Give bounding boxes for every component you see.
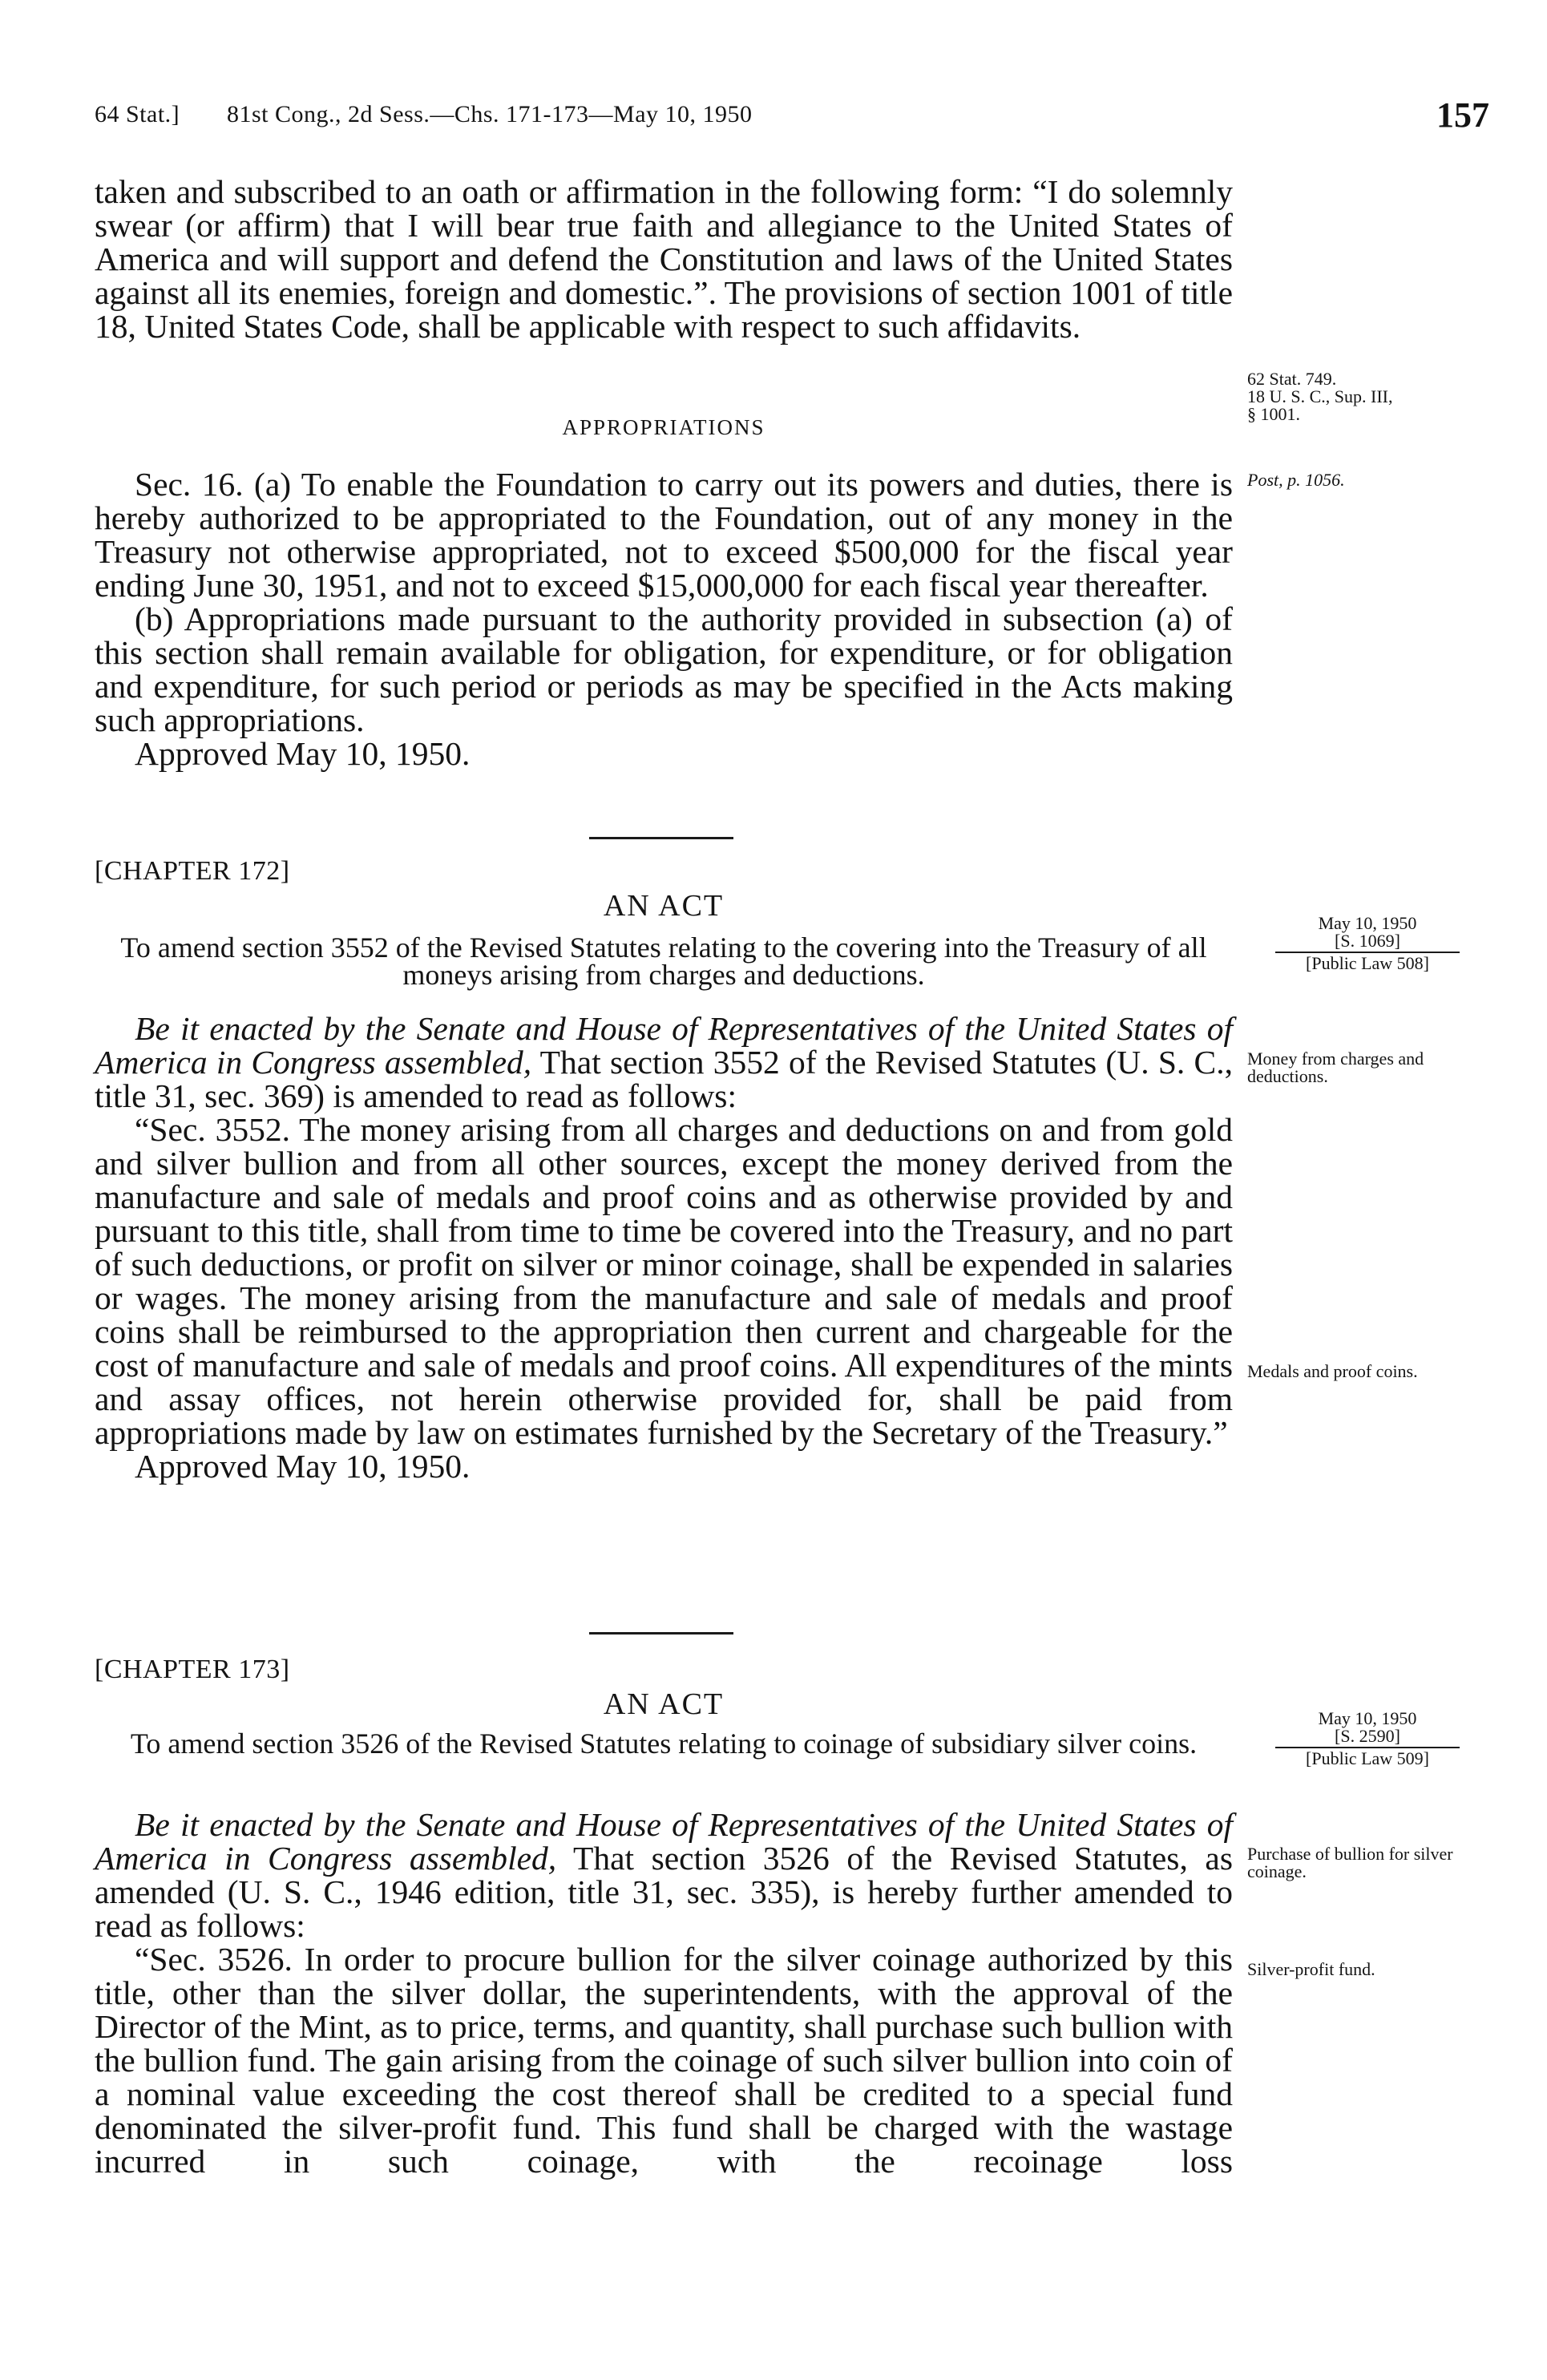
chapter-173-act-block <box>95 1687 1233 1722</box>
chapter-173-enacting-rest: That section 3526 of the Revised Statutes, as amended (U. S. C., 1946 edition, title 31, sec. 335), is hereby further amended to read as follows: <box>95 1840 1233 1944</box>
margin-note-stat-reference <box>1247 370 1488 423</box>
chapter-172-body <box>95 1012 1233 1483</box>
sec16-subsection-b: (b) Appropriations made pursuant to the authority provided in subsection (a) of this section shall remain available for obligation, for expenditure, or for obligation and expenditure, for such period or periods as may be specified in the Acts making such appropriations. <box>95 600 1233 738</box>
margin-note-purchase-bullion: Purchase of bullion for silver coinage. <box>1247 1844 1453 1881</box>
approved-line-2: Approved May 10, 1950. <box>135 1448 471 1485</box>
chapter-172-enacting-clause: Be it enacted by the Senate and House of Representatives of the United States of America in Congress assembled, <box>95 1010 1233 1081</box>
chapter-172-act-block <box>95 888 1233 923</box>
ch172-date: May 10, 1950 <box>1318 913 1417 933</box>
chapter-173-act-title: AN ACT <box>603 1687 725 1721</box>
chapter-172-enacting-paragraph <box>95 1012 1233 1113</box>
chapter-172-section-3552: “Sec. 3552. The money arising from all charges and deductions on and from gold and silver bullion and from all other sources, except the money derived from the manufacture and sale of medals and proof coins and as otherwise provided by and pursuant to this title, shall from time to time be covered into the Treasury, and no part of such deductions, or profit on silver or minor coinage, shall be expended in salaries or wages. The money arising from the manufacture and sale of medals and proof coins shall be reimbursed to the appropriation then current and chargeable for the cost of manufacture and sale of medals and proof coins. All expenditures of the mints and assay offices, not herein otherwise provided for, shall be paid from appropriations made by law on estimates furnished by the Secretary of the Treasury.” <box>95 1111 1233 1451</box>
chapter-173-enacting-paragraph <box>95 1808 1233 1942</box>
chapter-172-label: [CHAPTER 172] <box>95 856 290 886</box>
running-header <box>95 95 1489 143</box>
ch173-bill: [S. 2590] <box>1335 1726 1400 1746</box>
margin-note-money-charges: Money from charges and deductions. <box>1247 1049 1424 1086</box>
chapter-173-section-3526: “Sec. 3526. In order to procure bullion for the silver coinage authorized by this title, other than the silver dollar, the superintendents, with the approval of the Director of the Mint, as to price, terms, and quantity, shall purchase such bullion with the bullion fund. The gain arising from the coinage of such silver bullion into coin of a nominal value exceeding the cost thereof shall be credited to a special fund denominated the silver-profit fund. This fund shall be charged with the wastage incurred in such coinage, with the recoinage loss <box>95 1941 1233 2180</box>
margin-note-silver-profit-fund: Silver-profit fund. <box>1247 1959 1375 1979</box>
oath-section <box>95 175 1233 343</box>
sec16-block <box>95 467 1233 770</box>
ch173-date: May 10, 1950 <box>1318 1708 1417 1728</box>
stat-ref-line-3: § 1001. <box>1247 404 1300 424</box>
page-number: 157 <box>1436 95 1489 135</box>
sec16-subsection-a: Sec. 16. (a) To enable the Foundation to carry out its powers and duties, there is hereby authorized to be appropriated to the Foundation, out of any money in the Treasury not otherwise appropriated, not to exceed $500,000 for the fiscal year ending June 30, 1951, and not to exceed $15,000,000 for each fiscal year thereafter. <box>95 466 1233 604</box>
chapter-172-enacting-rest: That section 3552 of the Revised Statutes (U. S. C., title 31, sec. 369) is amended to read as follows: <box>95 1044 1233 1114</box>
ch172-public-law: [Public Law 508] <box>1306 953 1429 973</box>
volume-reference: 64 Stat.] <box>95 101 180 127</box>
margin-note-post-reference: Post, p. 1056. <box>1247 470 1345 490</box>
ch173-public-law: [Public Law 509] <box>1306 1748 1429 1768</box>
section-divider-2 <box>589 1632 733 1634</box>
chapter-172-purpose: To amend section 3552 of the Revised Statutes relating to the covering into the Treasury of all moneys arising from charges and deductions. <box>120 931 1207 991</box>
chapter-172-purpose-block <box>95 931 1233 991</box>
session-line: 81st Cong., 2d Sess.—Chs. 171-173—May 10, 1950 <box>227 101 753 127</box>
stat-ref-line-1: 62 Stat. 749. <box>1247 369 1337 389</box>
chapter-173-purpose: To amend section 3526 of the Revised Statutes relating to coinage of subsidiary silver coins. <box>130 1727 1198 1760</box>
chapter-173-enacting-clause: Be it enacted by the Senate and House of Representatives of the United States of America in Congress assembled, <box>95 1806 1233 1877</box>
chapter-173-label-block <box>95 1655 1233 1685</box>
chapter-172-act-title: AN ACT <box>603 889 725 923</box>
approved-line-1: Approved May 10, 1950. <box>135 735 471 772</box>
chapter-172-label-block <box>95 856 1233 887</box>
margin-note-ch172-citation <box>1247 915 1488 972</box>
chapter-173-label: [CHAPTER 173] <box>95 1655 290 1684</box>
appropriations-heading: APPROPRIATIONS <box>562 415 765 439</box>
stat-ref-line-2: 18 U. S. C., Sup. III, <box>1247 386 1393 406</box>
margin-note-ch173-citation <box>1247 1710 1488 1768</box>
chapter-173-body <box>95 1808 1233 2178</box>
appropriations-heading-block <box>95 415 1233 440</box>
section-divider-1 <box>589 837 733 839</box>
oath-paragraph: taken and subscribed to an oath or affirmation in the following form: “I do solemnly swear (or affirm) that I will bear true faith and allegiance to the United States of America and will support and defend the Constitution and laws of the United States against all its enemies, foreign and domestic.”. The provisions of section 1001 of title 18, United States Code, shall be applicable with respect to such affidavits. <box>95 173 1233 345</box>
ch172-bill: [S. 1069] <box>1335 931 1400 951</box>
chapter-173-purpose-block <box>95 1727 1233 1760</box>
margin-note-medals-proof-coins: Medals and proof coins. <box>1247 1361 1418 1381</box>
